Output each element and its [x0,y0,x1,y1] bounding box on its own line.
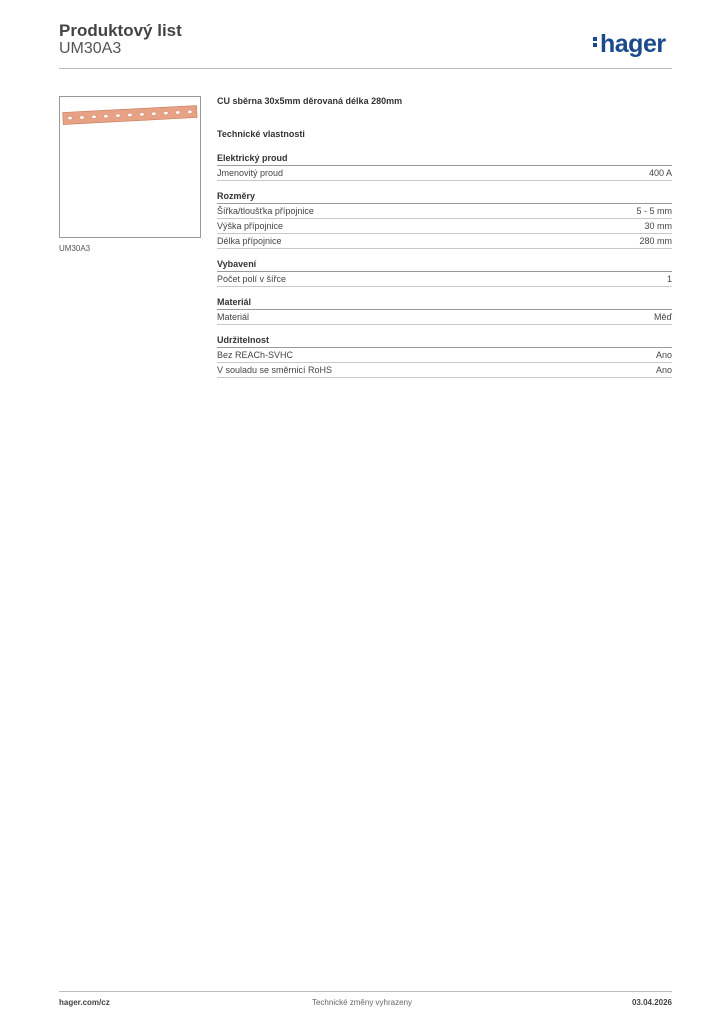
property-label: Materiál [217,312,250,322]
tech-properties-title: Technické vlastnosti [217,129,305,139]
section-electric-current [217,152,672,181]
property-value: Ano [655,350,672,360]
property-value: 30 mm [644,221,672,231]
footer-website: hager.com/cz [59,998,110,1007]
footer-date: 03.04.2026 [631,998,672,1007]
footer-divider [59,991,672,992]
section-title: Materiál [217,296,672,310]
footer-note: Technické změny vyhrazeny [311,998,413,1007]
section-material [217,296,672,325]
document-title: Produktový list [59,21,182,40]
product-name: CU sběrna 30x5mm děrovaná délka 280mm [217,96,403,106]
logo-text: hager [600,30,666,58]
property-label: Bez REACh-SVHC [217,350,294,360]
section-title: Rozměry [217,190,672,204]
property-value: 1 [666,274,672,284]
property-label: Výška přípojnice [217,221,284,231]
property-label: Šířka/tloušťka přípojnice [217,206,314,216]
property-row [217,363,672,378]
property-label: Počet polí v šířce [217,274,287,284]
property-label: Délka přípojnice [217,236,282,246]
product-image-frame [59,96,201,238]
property-value: 5 - 5 mm [636,206,672,216]
property-row [217,234,672,249]
header-divider [59,68,672,69]
property-value: Ano [655,365,672,375]
property-label: V souladu se směrnicí RoHS [217,365,333,375]
property-value: 280 mm [639,236,672,246]
section-sustainability [217,334,672,378]
hager-logo [593,30,666,59]
property-row [217,310,672,325]
property-row [217,204,672,219]
image-caption: UM30A3 [59,244,91,253]
section-dimensions [217,190,672,249]
section-title: Vybavení [217,258,672,272]
property-row [217,272,672,287]
property-row [217,348,672,363]
product-details [217,96,672,387]
copper-busbar-image [60,97,200,237]
logo-dots-icon [593,35,598,49]
section-title: Elektrický proud [217,152,672,166]
property-row [217,219,672,234]
property-value: 400 A [648,168,672,178]
property-row [217,166,672,181]
property-value: Měď [653,312,672,322]
section-title: Udržitelnost [217,334,672,348]
product-code: UM30A3 [59,40,122,57]
property-label: Jmenovitý proud [217,168,284,178]
section-equipment [217,258,672,287]
